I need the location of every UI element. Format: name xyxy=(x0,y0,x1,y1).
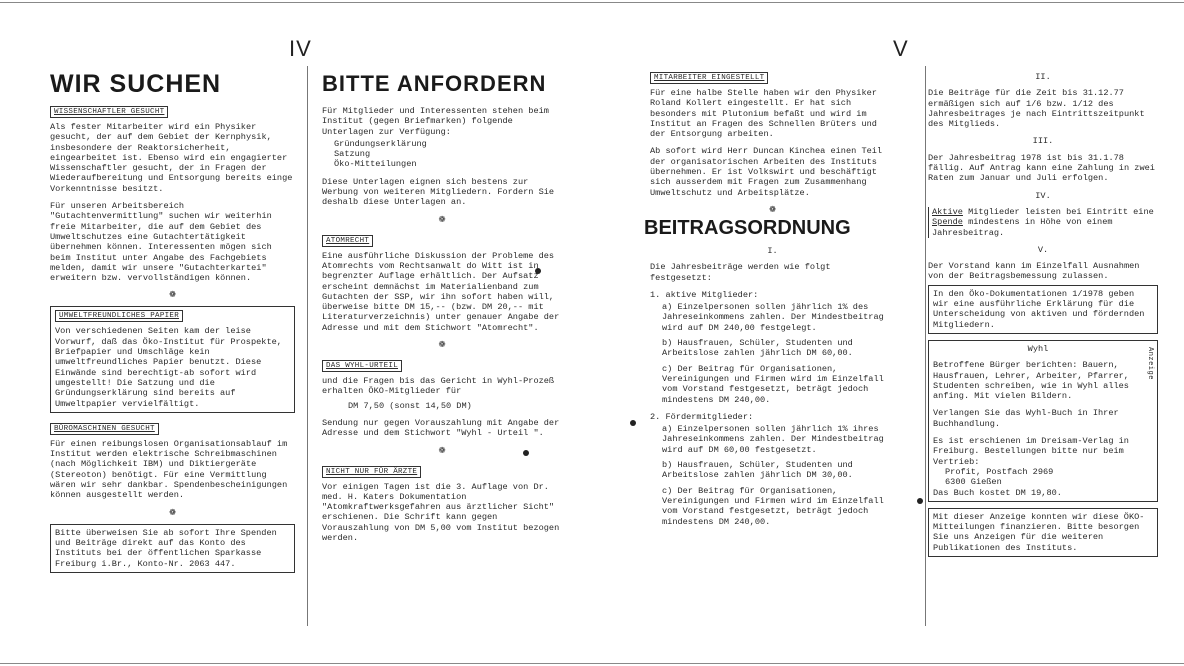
address-line: Profit, Postfach 2969 xyxy=(945,466,1054,477)
emblem-icon: ❁ xyxy=(438,213,446,226)
page-number-right: V xyxy=(893,36,909,61)
intro-text: Die Jahresbeiträge werden wie folgt festgesetzt: xyxy=(650,262,831,283)
emphasis-aktive: Aktive xyxy=(932,206,963,217)
paragraph: Für einen reibungslosen Organisationsablauf im Institut werden elektrische Schreibmaschinen (nach Möglichkeit IBM) und Diktiergeräte (Stereoton) benötigt. Für eine Vermittlung wären wir sehr dankbar. Spendenbescheinigungen können ausgestellt werden. xyxy=(50,438,288,501)
box-umweltpapier xyxy=(50,306,295,412)
paragraph: Als fester Mitarbeiter wird ein Physiker gesucht, der auf dem Gebiet der Kernphysik, insbesondere der Reaktorsicherheit, eingearbeitet ist. Ebenso wird ein engagierter Wissenschaftler gesucht, der in Fragen der Wiederaufbereitung und Entsorgung bereits einge Vorkenntnisse besitzt. xyxy=(50,122,293,194)
list-item: Öko-Mitteilungen xyxy=(334,159,417,170)
group-label: 1. aktive Mitglieder: xyxy=(650,289,759,300)
title-wir-suchen: WIR SUCHEN xyxy=(50,70,222,98)
section-number: I. xyxy=(767,245,778,256)
section-number: II. xyxy=(1035,72,1051,82)
punch-hole-dot xyxy=(917,498,923,504)
heading-nicht-nur-aerzte: NICHT NUR FÜR ÄRZTE xyxy=(322,466,421,478)
column-bitte-anfordern xyxy=(322,70,562,550)
paragraph: Für eine halbe Stelle haben wir den Physiker Roland Kollert eingestellt. Er hat sich besonders mit Plutonium befaßt und wird im Institut an Fragen des Schnellen Brüters und der Entsorgung arbeiten. xyxy=(650,88,877,140)
heading-bueromaschinen: BÜROMASCHINEN GESUCHT xyxy=(50,423,159,435)
bottom-rule xyxy=(0,663,1184,664)
text-segment: Mitglieder leisten bei Eintritt eine xyxy=(962,206,1154,217)
paragraph: Vor einigen Tagen ist die 3. Auflage von Dr. med. H. Katers Dokumentation "Atomkraftwerksgefahren aus ärztlicher Sicht" erschienen. Die Schrift kann gegen Vorauszahlung von DM 5,00 vom Institut bezogen werden. xyxy=(322,481,560,544)
paragraph: Der Jahresbeitrag 1978 ist bis 31.1.78 fällig. Auf Antrag kann eine Zahlung in zwei Raten zum Januar und Juli erfolgen. xyxy=(928,152,1155,184)
address-line: 6300 Gießen xyxy=(945,477,1002,488)
emblem-icon: ❁ xyxy=(769,203,776,216)
punch-hole-dot xyxy=(630,420,636,426)
heading-umweltpapier: UMWELTFREUNDLICHES PAPIER xyxy=(55,310,183,322)
fee-item: a) Einzelpersonen sollen jährlich 1% des Jahreseinkommens zahlen. Der Mindestbeitrag wird auf DM 240,00 festgelegt. xyxy=(662,302,884,333)
emphasis-spende: Spende xyxy=(932,217,963,228)
column-wir-suchen xyxy=(50,70,295,579)
text-segment: mindestens in Höhe von einem Jahresbeitrag. xyxy=(932,217,1113,238)
paragraph: Verlangen Sie das Wyhl-Buch in Ihrer Buchhandlung. xyxy=(933,408,1119,429)
section-number: IV. xyxy=(1035,190,1051,201)
paragraph: Von verschiedenen Seiten kam der leise Vorwurf, daß das Öko-Institut für Prospekte, Briefpapier und Umschläge kein umweltfreundliches Papier benutzt. Diese Einwände sind berechtigt-ab sofort wird umgestellt! Die Satzung und die Gründungserklärung sind bereits auf Umweltpapier vervielfältigt. xyxy=(55,326,282,409)
paragraph: Sendung nur gegen Vorauszahlung mit Angabe der Adresse und dem Stichwort "Wyhl - Urteil ". xyxy=(322,417,560,439)
column-beitragsordnung xyxy=(644,72,895,534)
box-dokumentation: In den Öko-Dokumentationen 1/1978 geben wir eine ausführliche Erklärung für die Unterscheidung von aktiven und fördernden Mitgliedern. xyxy=(928,285,1158,334)
fee-item: a) Einzelpersonen sollen jährlich 1% ihres Jahreseinkommens zahlen. Der Mindestbeitrag wird auf DM 60,00 festgesetzt. xyxy=(662,424,884,455)
emblem-icon: ❁ xyxy=(169,506,176,519)
emblem-icon: ❁ xyxy=(438,444,446,457)
ad-label: Anzeige xyxy=(1146,346,1154,380)
heading-wissenschaftler: WISSENSCHAFTLER GESUCHT xyxy=(50,106,168,118)
paragraph xyxy=(928,207,1158,238)
paragraph: Der Vorstand kann im Einzelfall Ausnahmen von der Beitragsbemessung zulassen. xyxy=(928,261,1140,282)
emblem-icon: ❁ xyxy=(169,289,176,302)
heading-atomrecht: ATOMRECHT xyxy=(322,235,373,247)
note-text: Diese Unterlagen eignen sich bestens zur Werbung von weiteren Mitgliedern. Fordern Sie deshalb diese Unterlagen an. xyxy=(322,176,555,208)
column-beitragsordnung-cont xyxy=(928,72,1158,563)
fee-item: b) Hausfrauen, Schüler, Studenten und Arbeitslose zahlen jährlich DM 30,00. xyxy=(662,460,853,481)
paragraph: Ab sofort wird Herr Duncan Kinchea einen Teil der organisatorischen Arbeiten des Instituts übernehmen. Er ist Volkswirt und beschäftigt sich ausserdem mit Fragen zum Zusammenhang Umweltschutz und Arbeitsplätze. xyxy=(650,146,883,198)
box-spenden: Bitte überweisen Sie ab sofort Ihre Spenden und Beiträge direkt auf das Konto des Instituts bei der öffentlichen Sparkasse Freiburg i.Br., Konto-Nr. 2063 447. xyxy=(50,524,295,573)
section-number: III. xyxy=(1032,136,1054,147)
paragraph: Die Beiträge für die Zeit bis 31.12.77 ermäßigen sich auf 1/6 bzw. 1/12 des Jahresbeitrages je nach Eintrittszeitpunkt des Mitglieds. xyxy=(928,88,1145,130)
heading-mitarbeiter: MITARBEITER EINGESTELLT xyxy=(650,72,768,84)
intro-text: Für Mitglieder und Interessenten stehen beim Institut (gegen Briefmarken) folgende Unterlagen zur Verfügung: xyxy=(322,106,549,137)
emblem-icon: ❁ xyxy=(438,339,446,352)
list-item: Satzung xyxy=(334,149,371,160)
group-label: 2. Fördermitglieder: xyxy=(650,411,754,422)
fee-item: c) Der Beitrag für Organisationen, Vereinigungen und Firmen wird im Einzelfall vom Vorstand festgesetzt, beträgt jedoch mindestens DM 240,00. xyxy=(662,363,884,405)
box-anzeigen: Mit dieser Anzeige konnten wir diese ÖKO-Mitteilungen finanzieren. Bitte besorgen Sie uns Anzeigen für die weiteren Publikationen des Instituts. xyxy=(928,508,1158,557)
ad-title: Wyhl xyxy=(1027,343,1049,354)
column-divider-left xyxy=(307,66,308,626)
column-divider-right xyxy=(925,66,926,626)
price-line: Das Buch kostet DM 19,80. xyxy=(933,487,1062,498)
top-rule xyxy=(0,2,1184,3)
paragraph: Es ist erschienen im Dreisam-Verlag in Freiburg. Bestellungen bitte nur beim Vertrieb: xyxy=(933,436,1129,467)
heading-wyhl-urteil: DAS WYHL-URTEIL xyxy=(322,360,402,372)
advertisement-wyhl xyxy=(928,340,1158,502)
fee-item: b) Hausfrauen, Schüler, Studenten und Arbeitslose zahlen jährlich DM 60,00. xyxy=(662,338,853,359)
paragraph: Für unseren Arbeitsbereich "Gutachtenvermittlung" suchen wir weiterhin freie Mitarbeiter, die auf dem Gebiet des Umweltschutzes eine Gutachtertätigkeit übernehmen können. Interessenten mögen sich beim Institut unter Angabe des Fachgebiets melden, damit wir unsere "Gutachterkartei" erweitern bzw. vervollständigen können. xyxy=(50,201,272,284)
paragraph: Eine ausführliche Diskussion der Probleme des Atomrechts vom Rechtsanwalt do Witt ist in begrenzter Auflage erhältlich. Der Aufsatz erscheint demnächst im Materialienband zum Gutachten der SSP, wir ihn sofort haben will, überweise bitte DM 15,-- (bzw. DM 20,-- mit Literaturverzeichnis) unter genauer Angabe der Adresse und mit dem Stichwort "Atomrecht". xyxy=(322,250,560,333)
paragraph: und die Fragen bis das Gericht in Wyhl-Prozeß erhalten ÖKO-Mitglieder für xyxy=(322,376,555,397)
page-number-left: IV xyxy=(289,36,312,61)
fee-item: c) Der Beitrag für Organisationen, Vereinigungen und Firmen wird im Einzelfall vom Vorstand festgesetzt, beträgt jedoch mindestens DM 240,00. xyxy=(662,485,884,527)
section-number: V. xyxy=(1037,244,1049,255)
title-bitte-anfordern: BITTE ANFORDERN xyxy=(322,71,547,96)
paragraph: Betroffene Bürger berichten: Bauern, Hausfrauen, Lehrer, Arbeiter, Pfarrer, Studenten schreiben, wie in Wyhl alles anfing. Mit vielen Bildern. xyxy=(933,360,1129,402)
price-line: DM 7,50 (sonst 14,50 DM) xyxy=(348,400,472,411)
title-beitragsordnung: BEITRAGSORDNUNG xyxy=(644,216,851,239)
list-item: Gründungserklärung xyxy=(334,138,427,149)
